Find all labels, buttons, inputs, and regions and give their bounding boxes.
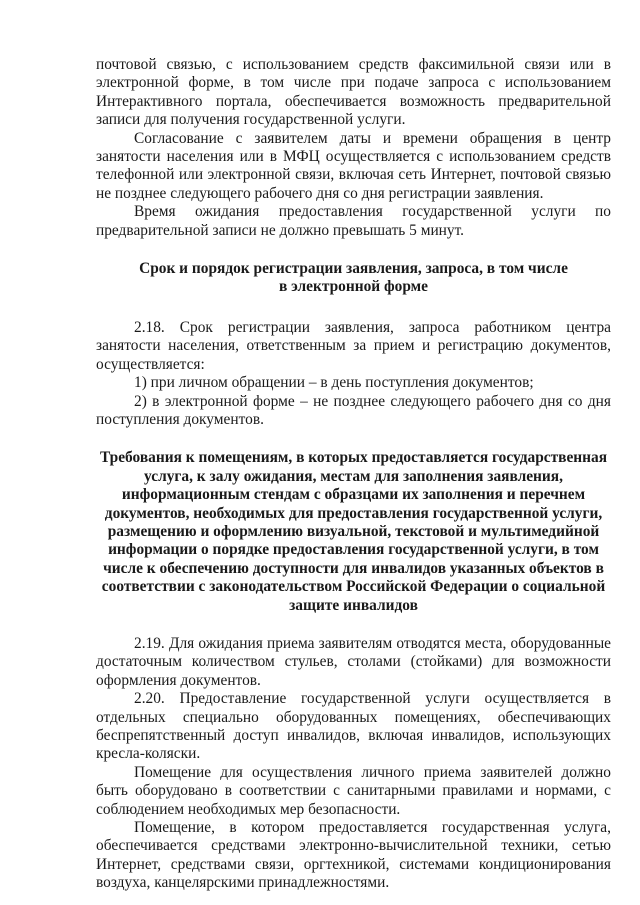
paragraph-preliminary-booking: почтовой связью, с использованием средств факсимильной связи или в электронной форме, в том числе при подаче запроса с использованием Интерактивного портала, обеспечивается возможность предварительной записи для получения государственной услуги. bbox=[96, 56, 611, 129]
paragraph-date-agreement: Согласование с заявителем даты и времени обращения в центр занятости населения или в МФЦ осуществляется с использованием средств телефонной или электронной связи, включая сеть Интернет, почтовой связью не позднее следующего рабочего дня со дня регистрации заявления. bbox=[96, 129, 611, 202]
paragraph-waiting-time: Время ожидания предоставления государственной услуги по предварительной записи не должно превышать 5 минут. bbox=[96, 203, 611, 239]
paragraph-2-19: 2.19. Для ожидания приема заявителям отводятся места, оборудованные достаточным количеством стульев, столами (стойками) для возможности оформления документов. bbox=[96, 634, 611, 689]
paragraph-personal-reception: Помещение для осуществления личного приема заявителей должно быть оборудовано в соответствии с санитарными правилами и нормами, с соблюдением необходимых мер безопасности. bbox=[96, 763, 611, 818]
document-body bbox=[96, 56, 611, 893]
paragraph-2-18-item-1: 1) при личном обращении – в день поступления документов; bbox=[134, 374, 534, 392]
paragraph-2-18: 2.18. Срок регистрации заявления, запроса работником центра занятости населения, ответственным за прием и регистрацию документов, осуществляется: bbox=[96, 318, 611, 373]
heading-registration-term: Срок и порядок регистрации заявления, запроса, в том числе в электронной форме bbox=[139, 260, 568, 296]
paragraph-equipment: Помещение, в котором предоставляется государственная услуга, обеспечивается средствами электронно-вычислительной техники, сетью Интернет, средствами связи, оргтехникой, системами кондиционирования воздуха, канцелярскими принадлежностями. bbox=[96, 819, 611, 892]
heading-premises-requirements: Требования к помещениям, в которых предоставляется государственная услуга, к залу ожидания, местам для заполнения заявления, информационным стендам с образцами их заполнения и перечнем документов, необходимых для предоставления государственной услуги, размещению и оформлению визуальной, текстовой и мультимедийной информации о порядке предоставления государственной услуги, в том числе к обеспечению доступности для инвалидов указанных объектов в соответствии с законодательством Российской Федерации о социальной защите инвалидов bbox=[99, 449, 608, 614]
paragraph-2-18-item-2: 2) в электронной форме – не позднее следующего рабочего дня со дня поступления документов. bbox=[96, 392, 611, 428]
paragraph-2-20: 2.20. Предоставление государственной услуги осуществляется в отдельных специально оборудованных помещениях, обеспечивающих беспрепятственный доступ инвалидов, включая инвалидов, использующих кресла-коляски. bbox=[96, 690, 611, 763]
